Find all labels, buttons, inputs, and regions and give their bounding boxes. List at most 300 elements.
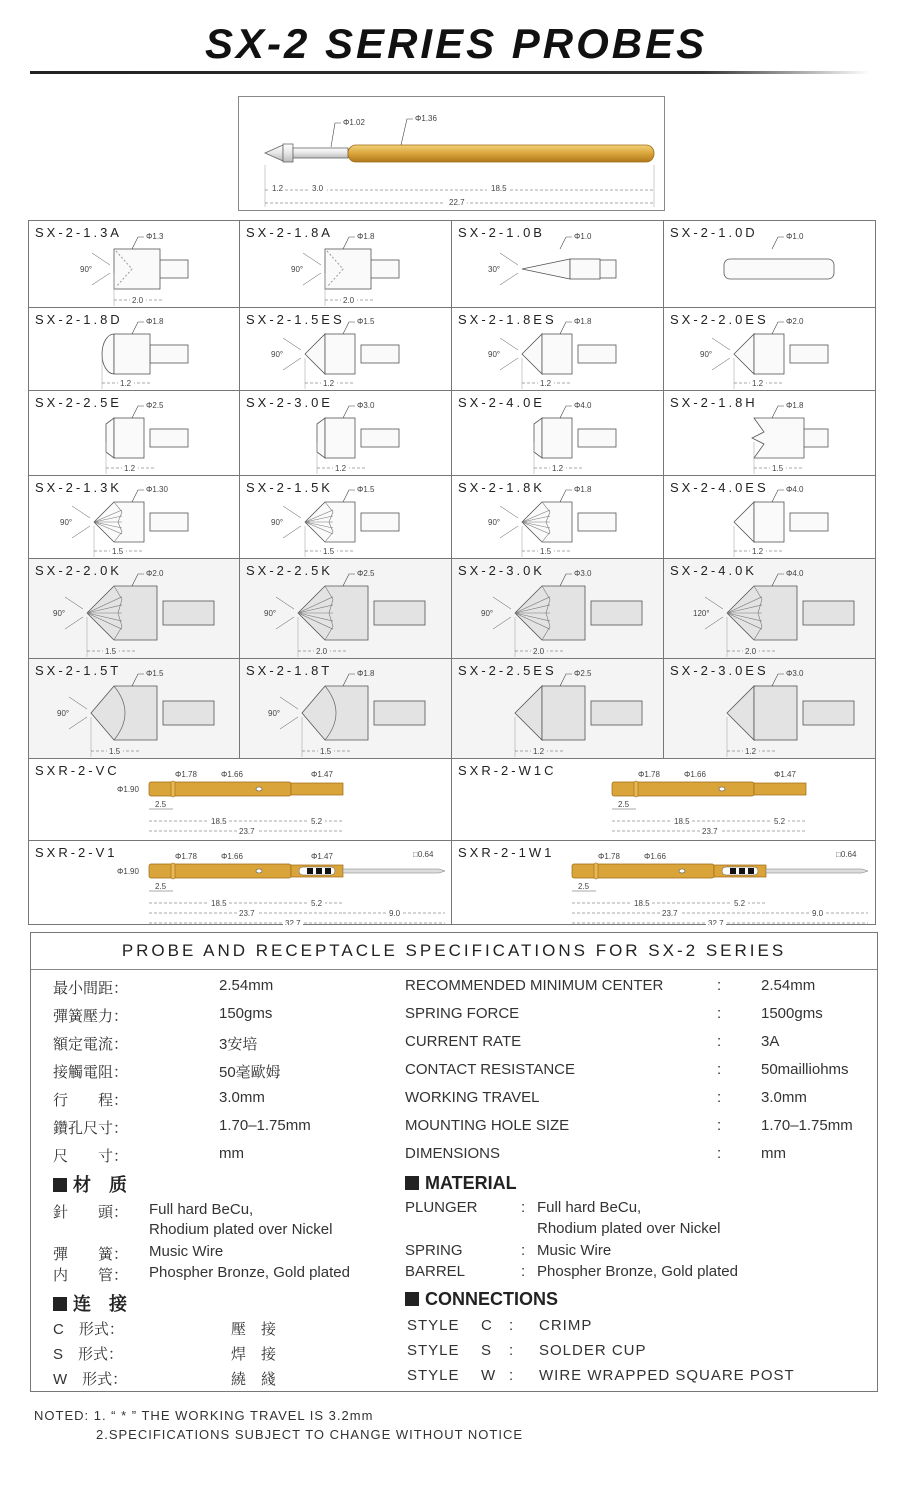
hero-dim-plunger-len: 3.0 — [312, 184, 324, 193]
tip-cell — [28, 559, 240, 659]
material-en-heading-text: MATERIAL — [425, 1173, 517, 1193]
spec-en-value: 3A — [761, 1033, 780, 1050]
tip-stem — [374, 601, 425, 625]
tip-length: 1.2 — [752, 379, 764, 388]
tip-length: 1.5 — [109, 747, 121, 756]
tip-stem — [163, 601, 214, 625]
spec-en-sep: : — [717, 1061, 722, 1078]
tip-angle: 90° — [268, 709, 281, 718]
note-1: NOTED: 1. “ * ” THE WORKING TRAVEL IS 3.2mm — [34, 1408, 374, 1423]
tip-drawing — [452, 476, 664, 559]
receptacle-dim-a: 2.5 — [155, 800, 167, 809]
receptacle-dia-ring: Φ1.78 — [638, 770, 660, 779]
material-zh-label: 内 管： — [53, 1267, 129, 1284]
spec-en-sep: : — [717, 1005, 722, 1022]
wire-wrap-square — [748, 868, 754, 874]
tip-head — [114, 418, 144, 458]
tip-head — [522, 259, 570, 279]
tip-cell — [664, 308, 876, 391]
tip-length: 1.5 — [323, 547, 335, 556]
tip-stem — [150, 513, 188, 531]
spec-section — [30, 932, 878, 1392]
tip-stem — [150, 429, 188, 447]
receptacle-dim-pin: 9.0 — [812, 909, 824, 918]
wire-wrap-square — [730, 868, 736, 874]
receptacle-dim-total: 23.7 — [239, 909, 255, 918]
tip-drawing — [664, 391, 876, 476]
receptacle-pin — [343, 869, 445, 873]
receptacle-cell — [28, 841, 452, 925]
receptacle-barrel — [612, 782, 754, 796]
tip-length: 1.2 — [323, 379, 335, 388]
tip-cell — [664, 391, 876, 476]
receptacle-dim-c: 5.2 — [734, 899, 746, 908]
hero-plunger — [293, 148, 348, 158]
tip-angle: 90° — [700, 350, 713, 359]
tip-diameter: Φ2.5 — [146, 401, 164, 410]
receptacle-hole — [719, 787, 725, 791]
tip-stem — [578, 513, 616, 531]
spec-zh-value: mm — [219, 1145, 244, 1162]
connection-zh-value: 焊 接 — [231, 1346, 277, 1363]
tip-stem — [803, 601, 854, 625]
spec-en-sep: : — [717, 1089, 722, 1106]
tip-head — [542, 686, 585, 740]
connection-en-value: CRIMP — [539, 1317, 593, 1334]
receptacle-dim-c: 5.2 — [311, 899, 323, 908]
tip-diameter: Φ1.0 — [786, 232, 804, 241]
footnotes — [34, 1406, 523, 1444]
tip-stem — [361, 429, 399, 447]
tip-drawing — [240, 659, 452, 759]
material-zh-value: Rhodium plated over Nickel — [149, 1221, 333, 1238]
receptacle-drawing — [452, 759, 876, 841]
tip-angle: 90° — [271, 350, 284, 359]
tip-name: SX-2-3.0ES — [670, 663, 769, 678]
tip-diameter: Φ1.8 — [786, 401, 804, 410]
spec-en-value: 2.54mm — [761, 977, 816, 994]
material-zh-value: Phospher Bronze, Gold plated — [149, 1264, 350, 1281]
tip-name: SX-2-1.5ES — [246, 312, 345, 327]
connections-zh-heading-text: 连 接 — [73, 1294, 127, 1314]
spec-en-sep: : — [717, 1145, 722, 1162]
tip-stem — [790, 345, 828, 363]
tip-length: 1.5 — [320, 747, 332, 756]
material-zh-label: 針 頭： — [53, 1204, 129, 1221]
material-zh-value: Music Wire — [149, 1243, 224, 1260]
tip-name: SX-2-2.5ES — [458, 663, 557, 678]
hero-dim-plunger-dia: Φ1.02 — [343, 118, 365, 127]
receptacle-dim-grand: 32.7 — [285, 919, 301, 925]
tip-drawing — [452, 221, 664, 308]
tip-stem — [163, 701, 214, 725]
receptacle-dia-flare: Φ1.90 — [117, 785, 139, 794]
spec-en-label: MOUNTING HOLE SIZE — [405, 1117, 570, 1134]
tip-stem — [591, 601, 642, 625]
tip-angle: 90° — [53, 609, 66, 618]
spec-zh-label: 最小間距： — [53, 980, 129, 997]
spec-zh-value: 150gms — [219, 1005, 273, 1022]
spec-en-label: SPRING FORCE — [405, 1005, 520, 1022]
tip-head — [325, 249, 371, 289]
tip-diameter: Φ1.30 — [146, 485, 168, 494]
spec-title: PROBE AND RECEPTACLE SPECIFICATIONS FOR SX-2 SERIES — [121, 941, 787, 960]
tip-diameter: Φ1.8 — [357, 232, 375, 241]
tip-chamfer — [317, 418, 325, 458]
material-en-sep: : — [521, 1263, 526, 1280]
tip-chamfer — [534, 418, 542, 458]
tip-angle: 90° — [488, 350, 501, 359]
receptacle-name: SXR-2-1W1 — [458, 845, 555, 860]
connection-zh-value: 繞 綫 — [231, 1371, 277, 1388]
tip-length: 1.2 — [533, 747, 545, 756]
spec-zh-value: 2.54mm — [219, 977, 274, 994]
receptacle-dim-a: 2.5 — [155, 882, 167, 891]
spec-en-value: 1.70–1.75mm — [761, 1117, 853, 1134]
tip-angle: 30° — [488, 265, 501, 274]
connection-en-code: C — [481, 1317, 493, 1334]
tip-length: 1.2 — [335, 464, 347, 473]
spec-en-label: WORKING TRAVEL — [405, 1089, 540, 1106]
connection-en-sep: : — [509, 1317, 515, 1334]
receptacle-dia-tail: Φ1.47 — [311, 770, 333, 779]
spec-zh-value: 3安培 — [219, 1036, 258, 1053]
receptacle-pin — [766, 869, 868, 873]
tip-drawing — [29, 476, 241, 559]
hero-barrel — [348, 145, 654, 162]
hero-head — [283, 144, 293, 162]
material-zh-label: 彈 簧： — [53, 1246, 129, 1263]
tip-drawing — [664, 559, 876, 659]
tip-stem — [570, 259, 600, 279]
spec-en-sep: : — [717, 977, 722, 994]
tip-angle: 90° — [60, 518, 73, 527]
tip-drawing — [240, 476, 452, 559]
tip-drawing — [29, 308, 241, 391]
tip-head — [325, 334, 355, 374]
material-en-value: Full hard BeCu, — [537, 1199, 642, 1216]
tip-length: 1.2 — [552, 464, 564, 473]
tip-diameter: Φ1.0 — [574, 232, 592, 241]
tip-dome — [102, 334, 114, 374]
material-zh-heading-text: 材 质 — [73, 1175, 127, 1195]
tip-name: SX-2-1.3K — [35, 480, 122, 495]
square-bullet-icon — [53, 1178, 67, 1192]
tip-head — [754, 686, 797, 740]
tip-cell — [28, 659, 240, 759]
receptacle-drawing — [452, 841, 876, 925]
tip-name: SX-2-2.0K — [35, 563, 122, 578]
receptacle-dia-body: Φ1.66 — [684, 770, 706, 779]
tip-length: 1.2 — [752, 547, 764, 556]
tip-cell — [240, 559, 452, 659]
tip-length: 1.5 — [105, 647, 117, 656]
receptacle-name: SXR-2-VC — [35, 763, 120, 778]
hero-probe-svg — [239, 97, 664, 210]
receptacle-dim-total: 23.7 — [702, 827, 718, 836]
tip-head — [542, 334, 572, 374]
material-en-value: Rhodium plated over Nickel — [537, 1220, 721, 1237]
tip-drawing — [452, 391, 664, 476]
hero-dim-total-len: 22.7 — [449, 198, 465, 207]
spec-zh-label: 行 程： — [53, 1092, 129, 1109]
spec-en-label: CURRENT RATE — [405, 1033, 522, 1050]
tip-diameter: Φ4.0 — [574, 401, 592, 410]
tip-angle: 90° — [291, 265, 304, 274]
tip-cell — [240, 659, 452, 759]
receptacle-dia-body: Φ1.66 — [644, 852, 666, 861]
spec-en-sep: : — [717, 1033, 722, 1050]
tip-angle: 90° — [80, 265, 93, 274]
connection-zh-label: W 形式： — [53, 1371, 128, 1388]
wire-wrap-square — [316, 868, 322, 874]
tip-drawing — [240, 391, 452, 476]
tip-name: SX-2-1.5T — [35, 663, 122, 678]
spec-zh-value: 1.70–1.75mm — [219, 1117, 311, 1134]
spec-en-value: 50mailliohms — [761, 1061, 849, 1078]
tip-cell — [452, 391, 664, 476]
connection-en-sep: : — [509, 1342, 515, 1359]
tip-name: SX-2-1.8K — [458, 480, 545, 495]
tip-cone — [522, 334, 542, 374]
tip-cell — [452, 221, 664, 308]
tip-name: SX-2-2.5E — [35, 395, 122, 410]
receptacle-dia-body: Φ1.66 — [221, 852, 243, 861]
tip-cell — [664, 476, 876, 559]
receptacle-ring — [594, 863, 598, 879]
tip-stem — [361, 513, 399, 531]
receptacle-dim-b: 18.5 — [674, 817, 690, 826]
material-en-value: Phospher Bronze, Gold plated — [537, 1263, 738, 1280]
spec-en-value: 1500gms — [761, 1005, 823, 1022]
material-en-label: PLUNGER — [405, 1199, 478, 1216]
spec-en-value: 3.0mm — [761, 1089, 807, 1106]
hero-dim-tip-len: 1.2 — [272, 184, 284, 193]
tip-length: 2.0 — [533, 647, 545, 656]
tip-name: SX-2-1.5K — [246, 480, 333, 495]
receptacle-tail — [291, 783, 343, 795]
hero-tip — [265, 145, 283, 161]
receptacle-cell — [28, 759, 452, 841]
tip-diameter: Φ2.5 — [574, 669, 592, 678]
tip-name: SX-2-4.0K — [670, 563, 757, 578]
tip-drawing — [452, 559, 664, 659]
tip-name: SX-2-4.0ES — [670, 480, 769, 495]
tip-cell — [240, 221, 452, 308]
tip-cone — [727, 686, 754, 740]
spec-zh-label: 接觸電阻： — [53, 1064, 129, 1081]
tip-diameter: Φ1.5 — [357, 485, 375, 494]
tip-length: 1.5 — [772, 464, 784, 473]
material-zh-value: Full hard BeCu, — [149, 1201, 254, 1218]
tip-cell — [452, 659, 664, 759]
tip-diameter: Φ4.0 — [786, 569, 804, 578]
tip-head — [91, 686, 157, 740]
tip-cell — [28, 308, 240, 391]
tip-cell — [664, 559, 876, 659]
tip-drawing — [664, 308, 876, 391]
tip-diameter: Φ3.0 — [357, 401, 375, 410]
connection-en-code: W — [481, 1367, 497, 1384]
spec-en-value: mm — [761, 1145, 786, 1162]
receptacle-dia-ring: Φ1.78 — [598, 852, 620, 861]
tip-length: 2.0 — [343, 296, 355, 305]
tip-stem — [578, 345, 616, 363]
tip-cone — [305, 334, 325, 374]
connection-en-sep: : — [509, 1367, 515, 1384]
tip-stem — [361, 345, 399, 363]
spec-en-label: CONTACT RESISTANCE — [405, 1061, 576, 1078]
tip-name: SX-2-1.8D — [35, 312, 123, 327]
tip-stem — [591, 701, 642, 725]
tip-diameter: Φ3.0 — [786, 669, 804, 678]
hero-dim-barrel-len: 18.5 — [491, 184, 507, 193]
connection-zh-label: C 形式： — [53, 1321, 124, 1338]
receptacle-dia-ring: Φ1.78 — [175, 852, 197, 861]
receptacle-hole — [256, 787, 262, 791]
tip-name: SX-2-1.8A — [246, 225, 333, 240]
tip-diameter: Φ1.8 — [574, 485, 592, 494]
tip-head — [114, 334, 150, 374]
tip-name: SX-2-3.0K — [458, 563, 545, 578]
tip-angle: 120° — [693, 609, 710, 618]
tip-cone — [734, 502, 754, 542]
wire-wrap-square — [325, 868, 331, 874]
receptacle-dim-a: 2.5 — [578, 882, 590, 891]
connections-en-heading — [405, 1289, 558, 1310]
page-title: SX-2 SERIES PROBES — [205, 20, 708, 67]
tip-name: SX-2-1.3A — [35, 225, 122, 240]
tip-cell — [452, 476, 664, 559]
tip-cone — [515, 686, 542, 740]
tip-name: SX-2-2.0ES — [670, 312, 769, 327]
tip-drawing — [664, 659, 876, 759]
tip-name: SX-2-1.8H — [670, 395, 758, 410]
tip-name: SX-2-1.8ES — [458, 312, 557, 327]
tip-stem — [578, 429, 616, 447]
material-en-label: SPRING — [405, 1242, 463, 1259]
tip-diameter: Φ2.0 — [786, 317, 804, 326]
material-en-label: BARREL — [405, 1263, 466, 1280]
tip-name: SX-2-1.8T — [246, 663, 333, 678]
tip-diameter: Φ2.5 — [357, 569, 375, 578]
receptacle-hole — [679, 869, 685, 873]
spec-zh-label: 鑽孔尺寸： — [53, 1120, 129, 1137]
spec-zh-value: 3.0mm — [219, 1089, 265, 1106]
receptacle-dim-c: 5.2 — [311, 817, 323, 826]
tip-diameter: Φ1.8 — [357, 669, 375, 678]
tip-cell — [664, 659, 876, 759]
material-en-sep: : — [521, 1242, 526, 1259]
connection-zh-label: S 形式： — [53, 1346, 124, 1363]
receptacle-drawing — [29, 759, 453, 841]
square-bullet-icon — [405, 1292, 419, 1306]
tip-head — [754, 334, 784, 374]
spec-en-sep: : — [717, 1117, 722, 1134]
square-bullet-icon — [53, 1297, 67, 1311]
tip-length: 1.2 — [745, 747, 757, 756]
receptacle-dim-a: 2.5 — [618, 800, 630, 809]
tip-angle: 90° — [271, 518, 284, 527]
tip-drawing — [664, 476, 876, 559]
tip-head — [302, 686, 368, 740]
receptacle-dim-pin: 9.0 — [389, 909, 401, 918]
tip-length: 2.0 — [132, 296, 144, 305]
receptacle-dim-grand: 32.7 — [708, 919, 724, 925]
receptacle-dim-b: 18.5 — [211, 817, 227, 826]
receptacle-name: SXR-2-V1 — [35, 845, 118, 860]
tip-cell — [240, 308, 452, 391]
tip-head — [325, 418, 355, 458]
tip-cell — [240, 476, 452, 559]
tip-length: 1.5 — [112, 547, 124, 556]
hero-probe-diagram — [238, 96, 665, 211]
receptacle-barrel — [149, 782, 291, 796]
tip-stem — [803, 701, 854, 725]
tip-length: 2.0 — [745, 647, 757, 656]
connections-en-heading-text: CONNECTIONS — [425, 1289, 559, 1309]
receptacle-pin-size: □0.64 — [413, 850, 434, 859]
tip-cell — [452, 559, 664, 659]
spec-divider — [31, 969, 877, 970]
connection-en-value: WIRE WRAPPED SQUARE POST — [539, 1367, 795, 1384]
receptacle-pin-size: □0.64 — [836, 850, 857, 859]
tip-drawing — [240, 308, 452, 391]
connection-en-label: STYLE — [407, 1317, 460, 1334]
receptacle-dia-ring: Φ1.78 — [175, 770, 197, 779]
receptacle-dim-total: 23.7 — [662, 909, 678, 918]
tip-diameter: Φ1.5 — [146, 669, 164, 678]
tip-diameter: Φ1.8 — [574, 317, 592, 326]
receptacle-dim-total: 23.7 — [239, 827, 255, 836]
receptacle-dim-c: 5.2 — [774, 817, 786, 826]
title-rule — [30, 71, 870, 74]
tip-drawing — [664, 221, 876, 308]
tip-stem — [374, 701, 425, 725]
tip-head — [114, 249, 160, 289]
tip-cell — [240, 391, 452, 476]
material-en-heading — [405, 1173, 517, 1194]
tip-diameter: Φ4.0 — [786, 485, 804, 494]
tip-name: SX-2-1.0B — [458, 225, 545, 240]
tip-cell — [28, 391, 240, 476]
tip-length: 1.2 — [540, 379, 552, 388]
material-en-value: Music Wire — [537, 1242, 612, 1259]
spec-en-label: RECOMMENDED MINIMUM CENTER — [405, 977, 664, 994]
receptacle-dim-b: 18.5 — [634, 899, 650, 908]
tip-drawing — [452, 659, 664, 759]
tip-styles-grid — [28, 220, 876, 925]
connection-en-code: S — [481, 1342, 493, 1359]
receptacle-barrel — [149, 864, 291, 878]
connection-en-label: STYLE — [407, 1342, 460, 1359]
spec-zh-label: 彈簧壓力： — [53, 1008, 129, 1025]
receptacle-tail — [754, 783, 806, 795]
connections-zh-heading — [53, 1290, 127, 1316]
tip-cone — [734, 334, 754, 374]
tip-length: 1.2 — [124, 464, 136, 473]
material-zh-heading — [53, 1171, 127, 1197]
tip-head — [542, 418, 572, 458]
receptacle-name: SXR-2-W1C — [458, 763, 557, 778]
receptacle-drawing — [29, 841, 453, 925]
tip-chamfer — [106, 418, 114, 458]
tip-cell — [664, 221, 876, 308]
tip-length: 2.0 — [316, 647, 328, 656]
spec-zh-value: 50毫歐姆 — [219, 1064, 281, 1081]
tip-head — [724, 259, 834, 279]
tip-drawing — [240, 559, 452, 659]
